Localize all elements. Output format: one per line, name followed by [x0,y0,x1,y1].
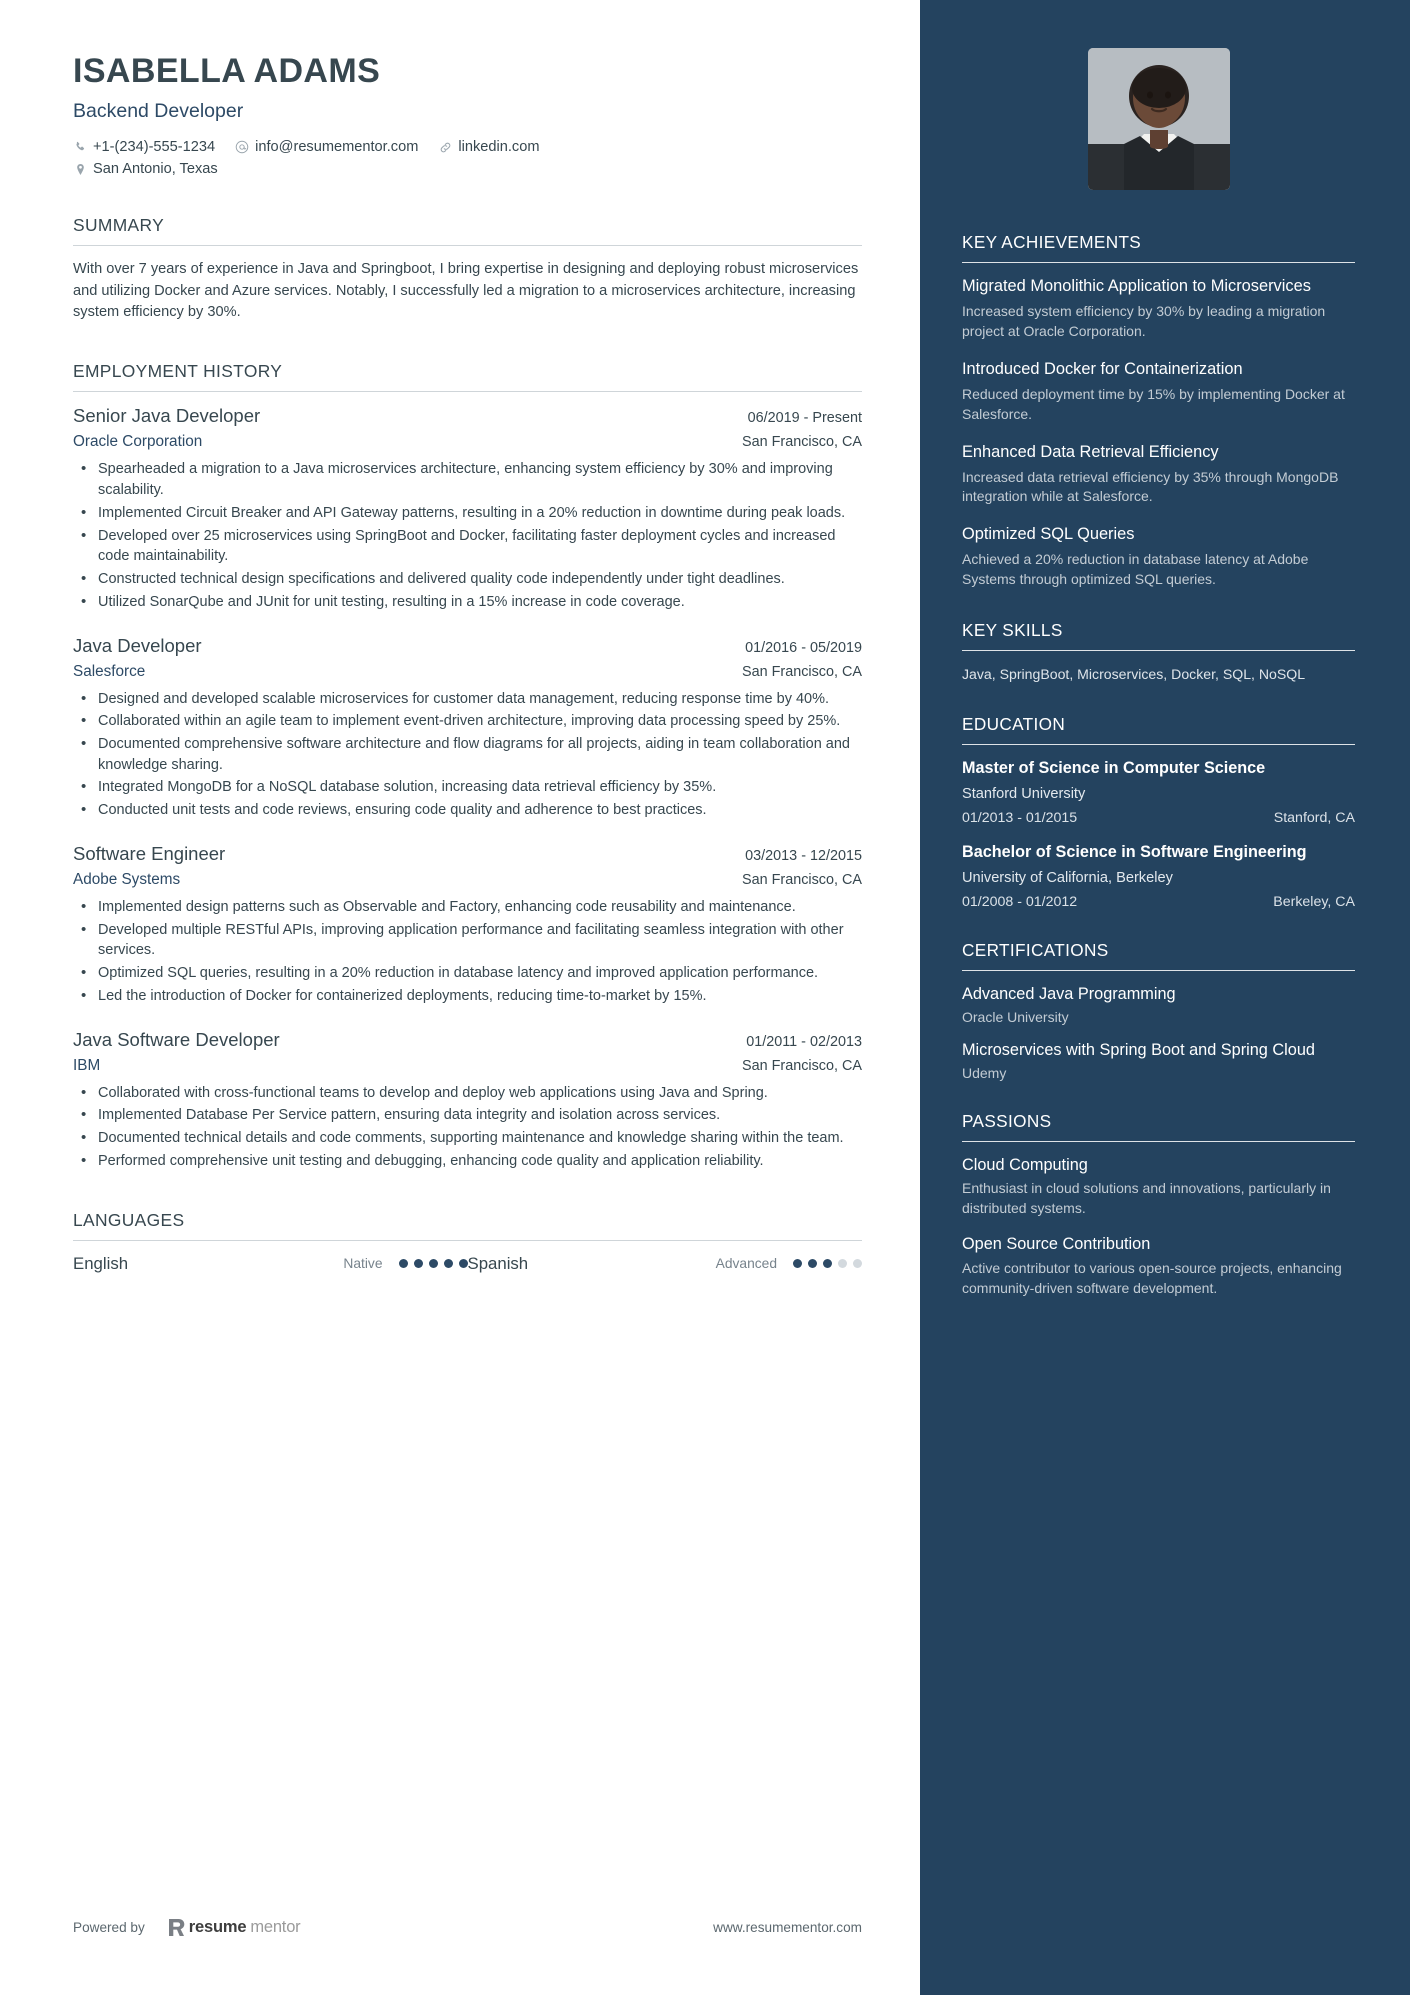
certification-issuer: Udemy [962,1064,1007,1081]
education-school: Stanford University [962,786,1086,803]
rating-dot-filled [459,1259,468,1268]
passion-title: Cloud Computing [962,1155,1088,1174]
key-achievements-heading: KEY ACHIEVEMENTS [962,232,1142,252]
key-skills-section [962,620,1355,684]
key-skills-divider [962,650,1355,651]
logo-text-mentor: mentor [250,1918,301,1936]
education-item [962,758,1355,826]
education-degree: Master of Science in Computer Science [962,759,1266,778]
education-meta [962,894,1355,910]
employment-company-row [73,427,862,451]
passion-description: Enthusiast in cloud solutions and innovations, particularly in distributed systems. [962,1180,1331,1217]
employment-role: Software Engineer [73,842,226,864]
contact-location-text: San Antonio, Texas [93,161,218,178]
employment-entry [73,1029,862,1172]
employment-title-row [73,1029,862,1051]
employment-location: San Francisco, CA [742,871,862,888]
page-footer [73,1918,862,1937]
passions-divider [962,1141,1355,1142]
key-achievements-section [962,232,1355,590]
key-skills-heading: KEY SKILLS [962,620,1063,640]
education-location: Stanford, CA [1273,810,1355,827]
certifications-heading: CERTIFICATIONS [962,939,1109,960]
language-rating-dots [793,1259,862,1268]
employment-bullets [73,1083,862,1172]
achievement-title: Optimized SQL Queries [962,525,1135,544]
employment-bullet: • Developed multiple RESTful APIs, improving application performance and facilitating seamless integration with other services. [73,920,862,961]
employment-bullet: • Documented technical details and code comments, supporting maintenance and knowledge sharing within the team. [73,1128,862,1149]
employment-entry [73,843,862,1007]
location-icon [73,162,87,176]
employment-company: Adobe Systems [73,870,181,888]
achievement-description: Increased data retrieval efficiency by 35% through MongoDB integration while at Salesforce. [962,468,1339,505]
employment-bullet: • Implemented design patterns such as Observable and Factory, enhancing code reusability and maintenance. [73,897,862,918]
avatar [1088,48,1230,190]
language-item [73,1254,468,1274]
certification-title: Advanced Java Programming [962,984,1176,1003]
contact-location [73,161,218,177]
employment-bullet: • Implemented Circuit Breaker and API Gateway patterns, resulting in a 20% reduction in downtime during peak loads. [73,503,862,524]
employment-dates: 01/2011 - 02/2013 [746,1033,862,1050]
employment-company-row [73,865,862,889]
language-item [468,1254,863,1274]
languages-heading: LANGUAGES [73,1209,185,1230]
education-location: Berkeley, CA [1273,893,1355,910]
employment-dates: 03/2013 - 12/2015 [745,847,862,864]
logo-text-resume: resume [188,1918,247,1936]
contact-linkedin[interactable] [438,139,539,155]
link-icon [438,140,452,154]
rating-dot-filled [444,1259,453,1268]
achievement-description: Reduced deployment time by 15% by implementing Docker at Salesforce. [962,385,1345,422]
candidate-name: ISABELLA ADAMS [73,52,381,90]
employment-role: Java Software Developer [73,1028,280,1050]
rating-dot-filled [808,1259,817,1268]
employment-title-row [73,843,862,865]
rating-dot-empty [853,1259,862,1268]
email-icon [235,140,249,154]
employment-bullet: • Documented comprehensive software architecture and flow diagrams for all projects, aiding in team collaboration and knowledge sharing. [73,734,862,775]
powered-by-block [73,1918,300,1937]
languages-divider [73,1240,862,1241]
profile-photo-wrap [962,48,1355,190]
education-section [962,714,1355,909]
employment-bullet: • Collaborated with cross-functional teams to develop and deploy web applications using Java and Spring. [73,1083,862,1104]
employment-bullets [73,897,862,1007]
employment-role: Senior Java Developer [73,405,261,427]
resumementor-logo[interactable] [168,1918,301,1937]
employment-location: San Francisco, CA [742,434,862,451]
languages-section [73,1210,862,1274]
achievement-item [962,442,1355,508]
summary-divider [73,245,862,246]
summary-section [73,215,862,323]
key-achievements-divider [962,262,1355,263]
employment-bullets [73,459,862,612]
achievement-description: Achieved a 20% reduction in database latency at Adobe Systems through optimized SQL queries. [962,551,1309,588]
certifications-section [962,940,1355,1081]
employment-dates: 06/2019 - Present [747,410,862,427]
employment-bullet: • Designed and developed scalable microservices for customer data management, reducing response time by 40%. [73,689,862,710]
employment-dates: 01/2016 - 05/2019 [745,639,862,656]
achievement-title: Migrated Monolithic Application to Microservices [962,277,1311,295]
employment-location: San Francisco, CA [742,663,862,680]
employment-company: IBM [73,1056,101,1074]
employment-role: Java Developer [73,634,202,656]
passion-title: Open Source Contribution [962,1235,1151,1254]
employment-bullet: • Led the introduction of Docker for containerized deployments, reducing time-to-market by 15%. [73,986,862,1007]
rating-dot-filled [429,1259,438,1268]
employment-bullet: • Developed over 25 microservices using SpringBoot and Docker, facilitating faster deployment cycles and increased code maintainability. [73,526,862,567]
achievement-description: Increased system efficiency by 30% by leading a migration project at Oracle Corporation. [962,303,1326,339]
certifications-divider [962,970,1355,971]
achievement-item [962,276,1355,342]
achievement-item [962,359,1355,425]
education-school: University of California, Berkeley [962,869,1173,886]
certification-item [962,1040,1355,1081]
employment-company-row [73,657,862,681]
phone-icon [73,140,87,154]
employment-bullet: • Constructed technical design specifications and delivered quality code independently under tight deadlines. [73,569,862,590]
employment-divider [73,391,862,392]
employment-bullet: • Integrated MongoDB for a NoSQL database solution, increasing data retrieval efficiency by 35%. [73,777,862,798]
resumementor-logo-icon [168,1918,185,1937]
employment-bullet: • Collaborated within an agile team to implement event-driven architecture, improving data processing speed by 25%. [73,711,862,732]
contact-phone[interactable] [73,139,215,155]
summary-heading: SUMMARY [73,215,165,236]
candidate-job-title: Backend Developer [73,100,244,123]
employment-company-row [73,1051,862,1075]
employment-location: San Francisco, CA [742,1057,862,1074]
employment-entry [73,405,862,612]
education-meta [962,810,1355,826]
certification-title: Microservices with Spring Boot and Spring Cloud [962,1040,1315,1059]
contact-email[interactable] [235,139,418,155]
rating-dot-filled [414,1259,423,1268]
employment-title-row [73,635,862,657]
employment-entry [73,635,862,821]
rating-dot-filled [793,1259,802,1268]
passions-heading: PASSIONS [962,1110,1052,1131]
certification-issuer: Oracle University [962,1008,1069,1025]
language-name: Spanish [467,1253,529,1273]
employment-bullet: • Conducted unit tests and code reviews, ensuring code quality and adherence to best practices. [73,800,862,821]
employment-company: Salesforce [73,662,146,680]
contact-email-text: info@resumementor.com [255,139,419,156]
rating-dot-filled [399,1259,408,1268]
language-level: Advanced [715,1256,777,1272]
key-skills-text: Java, SpringBoot, Microservices, Docker, SQL, NoSQL [962,666,1306,682]
language-rating-dots [399,1259,468,1268]
employment-title-row [73,405,862,427]
summary-text: With over 7 years of experience in Java and Springboot, I bring expertise in designing and deploying robust microservices and utilizing Docker and Azure services. Notably, I successfully led a migration to a microservices architecture, increasing system efficiency by 30%. [73,261,859,320]
passion-item [962,1155,1355,1220]
achievement-item [962,524,1355,590]
employment-bullet: • Implemented Database Per Service pattern, ensuring data integrity and isolation across services. [73,1105,862,1126]
passion-item [962,1234,1355,1299]
employment-bullet: • Optimized SQL queries, resulting in a 20% reduction in database latency and improved application performance. [73,963,862,984]
certification-item [962,984,1355,1025]
employment-section [73,361,862,1171]
education-item [962,842,1355,910]
passions-section [962,1111,1355,1299]
footer-website[interactable]: www.resumementor.com [713,1920,862,1935]
portrait-illustration [1088,48,1230,190]
language-name: English [73,1253,129,1273]
contact-phone-text: +1-(234)-555-1234 [93,139,216,156]
employment-bullet: • Utilized SonarQube and JUnit for unit testing, resulting in a 15% increase in code coverage. [73,592,862,613]
employment-heading: EMPLOYMENT HISTORY [73,361,283,382]
contact-info [73,139,713,177]
language-level: Native [343,1256,383,1272]
contact-linkedin-text: linkedin.com [458,139,540,156]
employment-company: Oracle Corporation [73,433,203,451]
powered-by-label: Powered by [73,1920,145,1935]
passion-description: Active contributor to various open-source projects, enhancing community-driven software development. [962,1260,1342,1296]
achievement-title: Enhanced Data Retrieval Efficiency [962,442,1219,461]
languages-row [73,1254,862,1274]
resume-sidebar [920,0,1410,1995]
education-heading: EDUCATION [962,714,1066,735]
rating-dot-empty [838,1259,847,1268]
education-degree: Bachelor of Science in Software Engineering [962,843,1307,862]
education-dates: 01/2008 - 01/2012 [962,893,1078,910]
employment-bullet: • Performed comprehensive unit testing and debugging, enhancing code quality and application reliability. [73,1151,862,1172]
education-divider [962,744,1355,745]
employment-bullet: • Spearheaded a migration to a Java microservices architecture, enhancing system efficiency by 30% and improving scalability. [73,459,862,500]
achievement-title: Introduced Docker for Containerization [962,359,1243,378]
rating-dot-filled [823,1259,832,1268]
employment-bullets [73,689,862,821]
education-dates: 01/2013 - 01/2015 [962,810,1078,827]
